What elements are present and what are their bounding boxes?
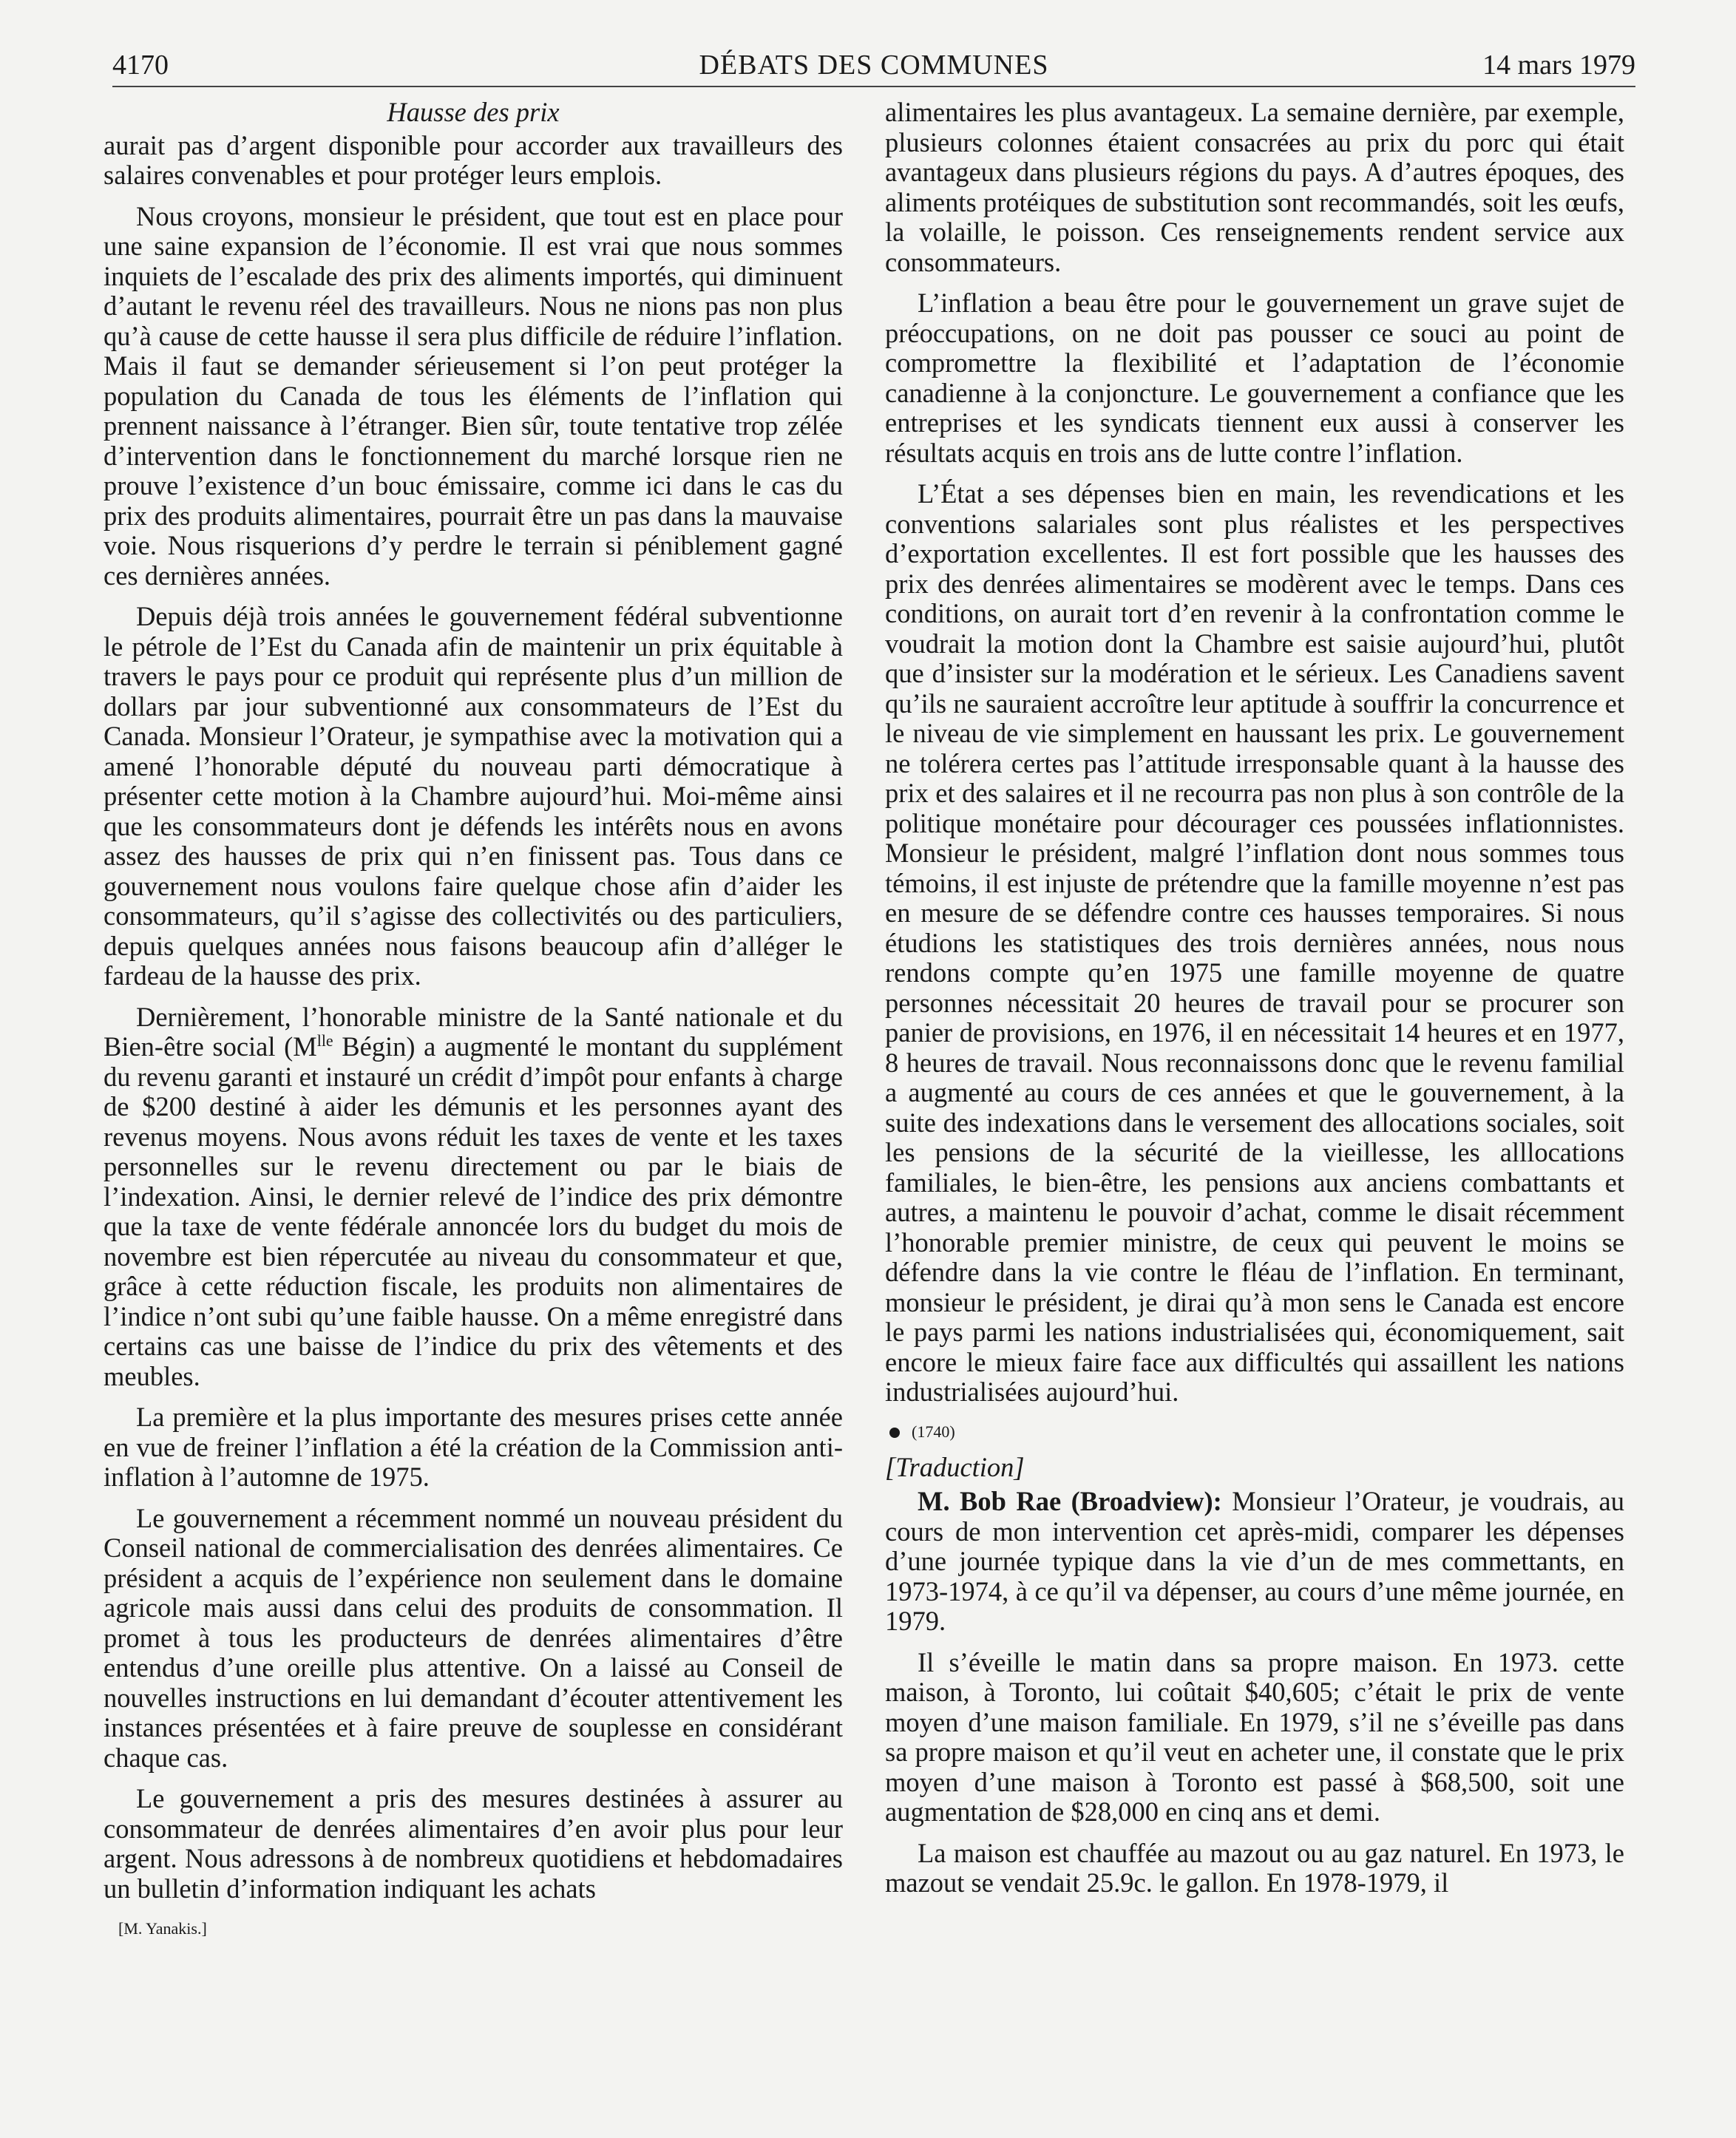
paragraph-text: Monsieur l’Orateur, je voudrais, au cours de mon intervention cet après-midi, comparer les dépenses d’une journée typique dans la vie d’un de mes commettants, en 1973-1974, à ce qu’il va dépenser, au cours d’une même journée, en 1979.: [885, 1486, 1624, 1636]
paragraph-text: Dernièrement, l’honorable ministre de la Santé nationale et du Bien-être social (M: [104, 1001, 843, 1062]
speaker-attribution: [M. Yanakis.]: [118, 1919, 207, 1938]
issue-date: 14 mars 1979: [1482, 50, 1635, 81]
publication-title: DÉBATS DES COMMUNES: [699, 50, 1049, 81]
paragraph: [885, 1487, 1624, 1637]
paragraph: Depuis déjà trois années le gouvernement fédéral subventionne le pétrole de l’Est du Canada afin de maintenir un prix équitable à travers le pays pour ce produit qui représente plus d’un million de dollars par jour subventionné aux consommateurs de l’Est du Canada. Monsieur l’Orateur, je sympathise avec la motivation qui a amené l’honorable député du nouveau parti démocratique à présenter cette motion à la Chambre aujourd’hui. Moi-même ainsi que les consommateurs dont je défends les intérêts nous en avons assez des hausses de prix qui n’en finissent pas. Tous dans ce gouvernement nous voulons faire quelque chose afin d’aider les consommateurs, qu’il s’agisse des collectivités ou des particuliers, depuis quelques années nous faisons beaucoup afin d’alléger le fardeau de la hausse des prix.: [104, 601, 843, 991]
right-column: [885, 98, 1624, 1910]
paragraph: Le gouvernement a pris des mesures destinées à assurer au consommateur de denrées alimentaires d’en avoir plus pour leur argent. Nous adressons à de nombreux quotidiens et hebdomadaires un bulletin d’information indiquant les achats: [104, 1783, 843, 1904]
left-column: [104, 98, 843, 1944]
paragraph: L’État a ses dépenses bien en main, les revendications et les conventions salariales sont plus réalistes et les perspectives d’exportation excellentes. Il est fort possible que les hausses des prix des denrées alimentaires se modèrent avec le temps. Dans ces conditions, on aurait tort d’en revenir à la confrontation comme le voudrait la motion dont la Chambre est saisie aujourd’hui, plutôt que d’insister sur la modération et le sérieux. Les Canadiens savent qu’ils ne sauraient accroître leur aptitude à souffrir la concurrence et le niveau de vie simplement en haussant les prix. Le gouvernement ne tolérera certes pas l’attitude irresponsable quant à la hausse des prix et des salaires et il ne recourra pas non plus à son contrôle de la politique monétaire pour décourager ces poussées inflationnistes. Monsieur le président, malgré l’inflation dont nous sommes tous témoins, il est injuste de prétendre que la famille moyenne n’est pas en mesure de se défendre contre ces hausses temporaires. Si nous étudions les statistiques des trois dernières années, nous nous rendons compte qu’en 1975 une famille moyenne de quatre personnes nécessitait 20 heures de travail pour se procurer son panier de provisions, en 1976, il en nécessitait 14 heures et en 1977, 8 heures de travail. Nous reconnaissons donc que le revenu familial a augmenté au cours de ces années et que le gouvernement, à la suite des indexations dans le versement des allocations sociales, soit les pensions de la sécurité de la vieillesse, les alllocations familiales, le bien-être, les pensions aux anciens combattants et autres, a maintenu le pouvoir d’achat, comme le disait récemment l’honorable premier ministre, de ceux qui peuvent le moins se défendre dans la vie contre le fléau de l’inflation. En terminant, monsieur le président, je dirai qu’à mon sens le Canada est encore le pays parmi les nations industrialisées qui, économiquement, sait encore le mieux faire face aux difficultés qui assaillent les nations industrialisées aujourd’hui.: [885, 478, 1624, 1407]
speaker-name: M. Bob Rae (Broadview):: [918, 1486, 1222, 1516]
superscript: lle: [316, 1031, 333, 1050]
paragraph: alimentaires les plus avantageux. La semaine dernière, par exemple, plusieurs colonnes étaient consacrées au prix du porc qui était avantageux dans plusieurs régions du pays. A d’autres époques, des aliments protéiques de substitution sont recommandés, soit les œufs, la volaille, le poisson. Ces renseignements rendent service aux consommateurs.: [885, 97, 1624, 277]
bullet-icon: [889, 1428, 900, 1438]
time-marker-text: (1740): [912, 1422, 955, 1441]
paragraph: Le gouvernement a récemment nommé un nouveau président du Conseil national de commercialisation des denrées alimentaires. Ce président a acquis de l’expérience non seulement dans le domaine agricole mais aussi dans celui des produits de consommation. Il promet à tous les producteurs de denrées alimentaires d’être entendus d’une oreille plus attentive. On a laissé au Conseil de nouvelles instructions en lui demandant d’écouter attentivement les instances présentées et à faire preuve de souplesse en considérant chaque cas.: [104, 1502, 843, 1773]
page-header: [112, 44, 1635, 87]
paragraph: aurait pas d’argent disponible pour accorder aux travailleurs des salaires convenables et pour protéger leurs emplois.: [104, 129, 843, 190]
paragraph-text: Bégin) a augmenté le montant du supplément du revenu garanti et instauré un crédit d’impôt pour enfants à charge de $200 destiné à aider les démunis et les personnes ayant des revenus moyens. Nous avons réduit les taxes de vente et les taxes personnelles sur le revenu directement ou par le biais de l’indexation. Ainsi, le dernier relevé de l’indice des prix démontre que la taxe de vente fédérale annoncée lors du budget du mois de novembre est bien répercutée au niveau du consommateur et que, grâce à cette réduction fiscale, les produits non alimentaires de l’indice n’ont subi qu’une faible hausse. On a même enregistré dans certains cas une baisse de l’indice du prix des vêtements et des meubles.: [104, 1031, 843, 1391]
time-marker: [885, 1419, 1624, 1445]
page-number: 4170: [112, 50, 169, 81]
paragraph: Nous croyons, monsieur le président, que tout est en place pour une saine expansion de l’économie. Il est vrai que nous sommes inquiets de l’escalade des prix des aliments importés, qui diminuent d’autant le revenu réel des travailleurs. Nous ne nions pas non plus qu’à cause de cette hausse il sera plus difficile de réduire l’inflation. Mais il faut se demander sérieusement si l’on peut protéger la population du Canada de tous les éléments de l’inflation qui prennent naissance à l’étranger. Bien sûr, toute tentative trop zélée d’intervention dans le fonctionnement du marché lorsque rien ne prouve l’existence d’un bouc émissaire, comme ici dans le cas du prix des produits alimentaires, pourrait être un pas dans la mauvaise voie. Nous risquerions d’y perdre le terrain si péniblement gagné ces dernières années.: [104, 200, 843, 591]
paragraph: L’inflation a beau être pour le gouvernement un grave sujet de préoccupations, on ne doit pas pousser ce souci au point de compromettre la flexibilité et l’adaptation de l’économie canadienne à la conjoncture. Le gouvernement a confiance que les entreprises et les syndicats tiennent eux aussi à conserver les résultats acquis en trois ans de lutte contre l’inflation.: [885, 288, 1624, 468]
paragraph: [104, 1002, 843, 1392]
section-subheading: Hausse des prix: [387, 97, 560, 127]
paragraph: La première et la plus importante des mesures prises cette année en vue de freiner l’inflation a été la création de la Commission anti-inflation à l’automne de 1975.: [104, 1402, 843, 1492]
translation-note: [Traduction]: [885, 1451, 1025, 1482]
paragraph: Il s’éveille le matin dans sa propre maison. En 1973. cette maison, à Toronto, lui coûtait $40,605; c’était le prix de vente moyen d’une maison familiale. En 1979, s’il ne s’éveille pas dans sa propre maison et qu’il veut en acheter une, il constate que le prix moyen d’une maison à Toronto est passé à $68,500, soit une augmentation de $28,000 en cinq ans et demi.: [885, 1646, 1624, 1827]
paragraph: La maison est chauffée au mazout ou au gaz naturel. En 1973, le mazout se vendait 25.9c. le gallon. En 1978-1979, il: [885, 1837, 1624, 1898]
